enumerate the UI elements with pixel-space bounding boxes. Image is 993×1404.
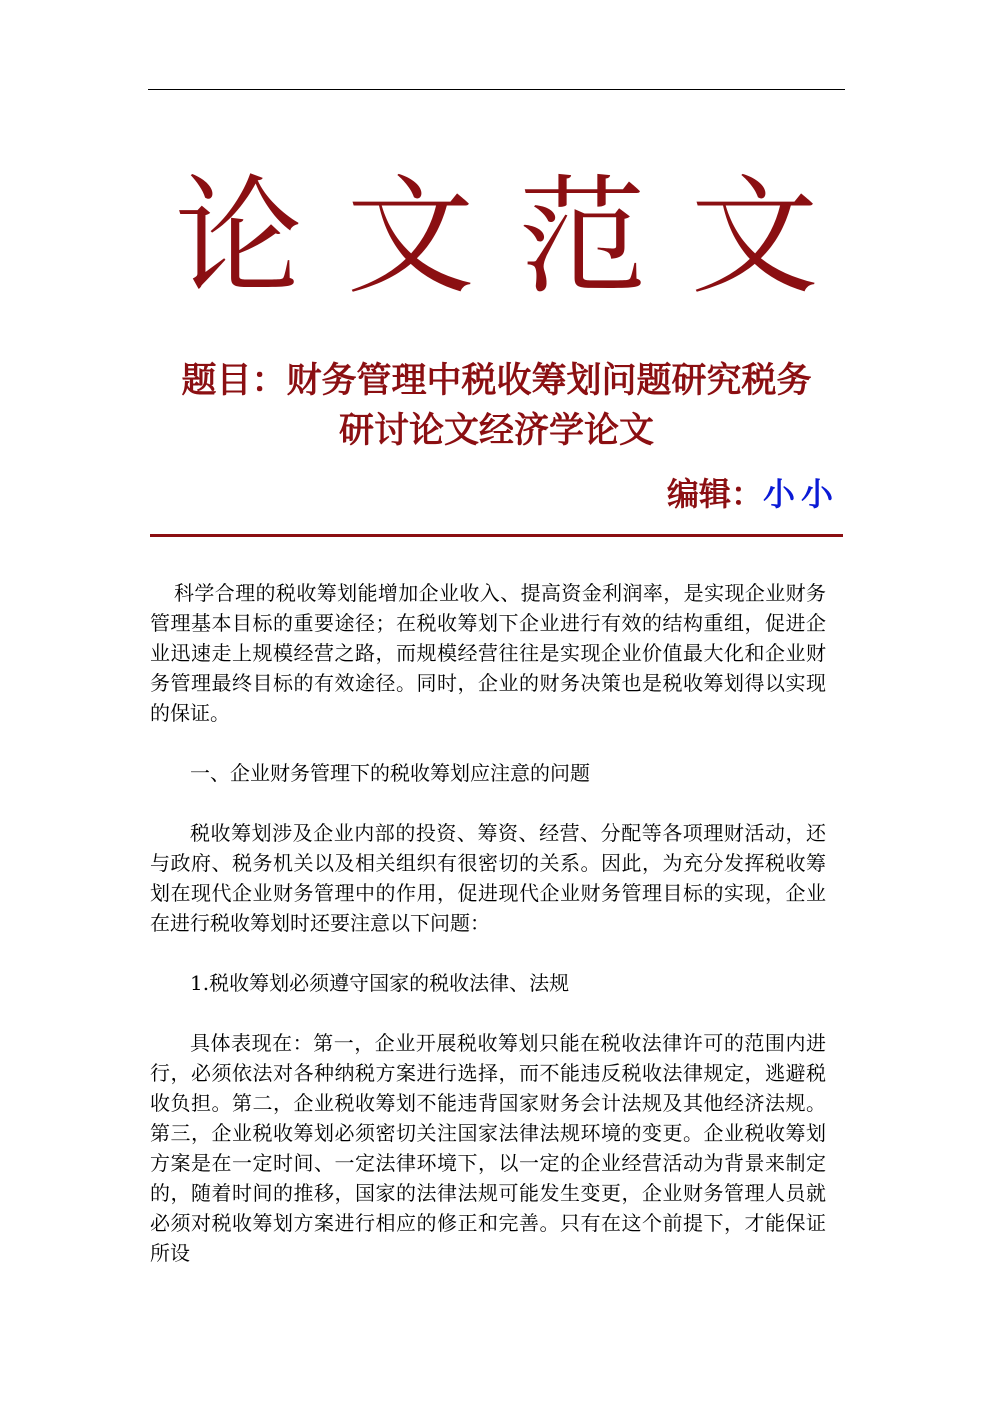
editor-name: 小小 (762, 475, 839, 513)
intro-paragraph: 科学合理的税收筹划能增加企业收入、提高资金利润率，是实现企业财务管理基本目标的重要途径；在税收筹划下企业进行有效的结构重组，促进企业迅速走上规模经营之路，而规模经营往往是实现企业价值最大化和企业财务管理最终目标的有效途径。同时，企业的财务决策也是税收筹划得以实现的保证。 (150, 581, 826, 725)
title-divider (150, 534, 843, 537)
top-divider (148, 89, 845, 90)
body-paragraph: 税收筹划涉及企业内部的投资、筹资、经营、分配等各项理财活动，还与政府、税务机关以及相关组织有很密切的关系。因此，为充分发挥税收筹划在现代企业财务管理中的作用，促进现代企业财务管理目标的实现，企业在进行税收筹划时还要注意以下问题： (150, 821, 826, 935)
section-heading: 一、企业财务管理下的税收筹划应注意的问题 (190, 761, 590, 785)
subsection-heading: 1.税收筹划必须遵守国家的税收法律、法规 (190, 971, 570, 995)
editor-label: 编辑： (666, 475, 763, 513)
subject-line-2: 研讨论文经济学论文 (338, 410, 654, 451)
document-subject (150, 356, 843, 456)
main-title: 论文范文 (174, 163, 863, 312)
document-body (150, 578, 826, 1298)
subject-line-1: 题目：财务管理中税收筹划问题研究税务 (181, 360, 812, 401)
body-paragraph: 具体表现在：第一，企业开展税收筹划只能在税收法律许可的范围内进行，必须依法对各种纳税方案进行选择，而不能违反税收法律规定，逃避税收负担。第二，企业税收筹划不能违背国家财务会计法规及其他经济法规。第三，企业税收筹划必须密切关注国家法律法规环境的变更。企业税收筹划方案是在一定时间、一定法律环境下，以一定的企业经营活动为背景来制定的，随着时间的推移，国家的法律法规可能发生变更，企业财务管理人员就必须对税收筹划方案进行相应的修正和完善。只有在这个前提下，才能保证所设 (150, 1031, 826, 1265)
editor-credit (667, 472, 839, 516)
